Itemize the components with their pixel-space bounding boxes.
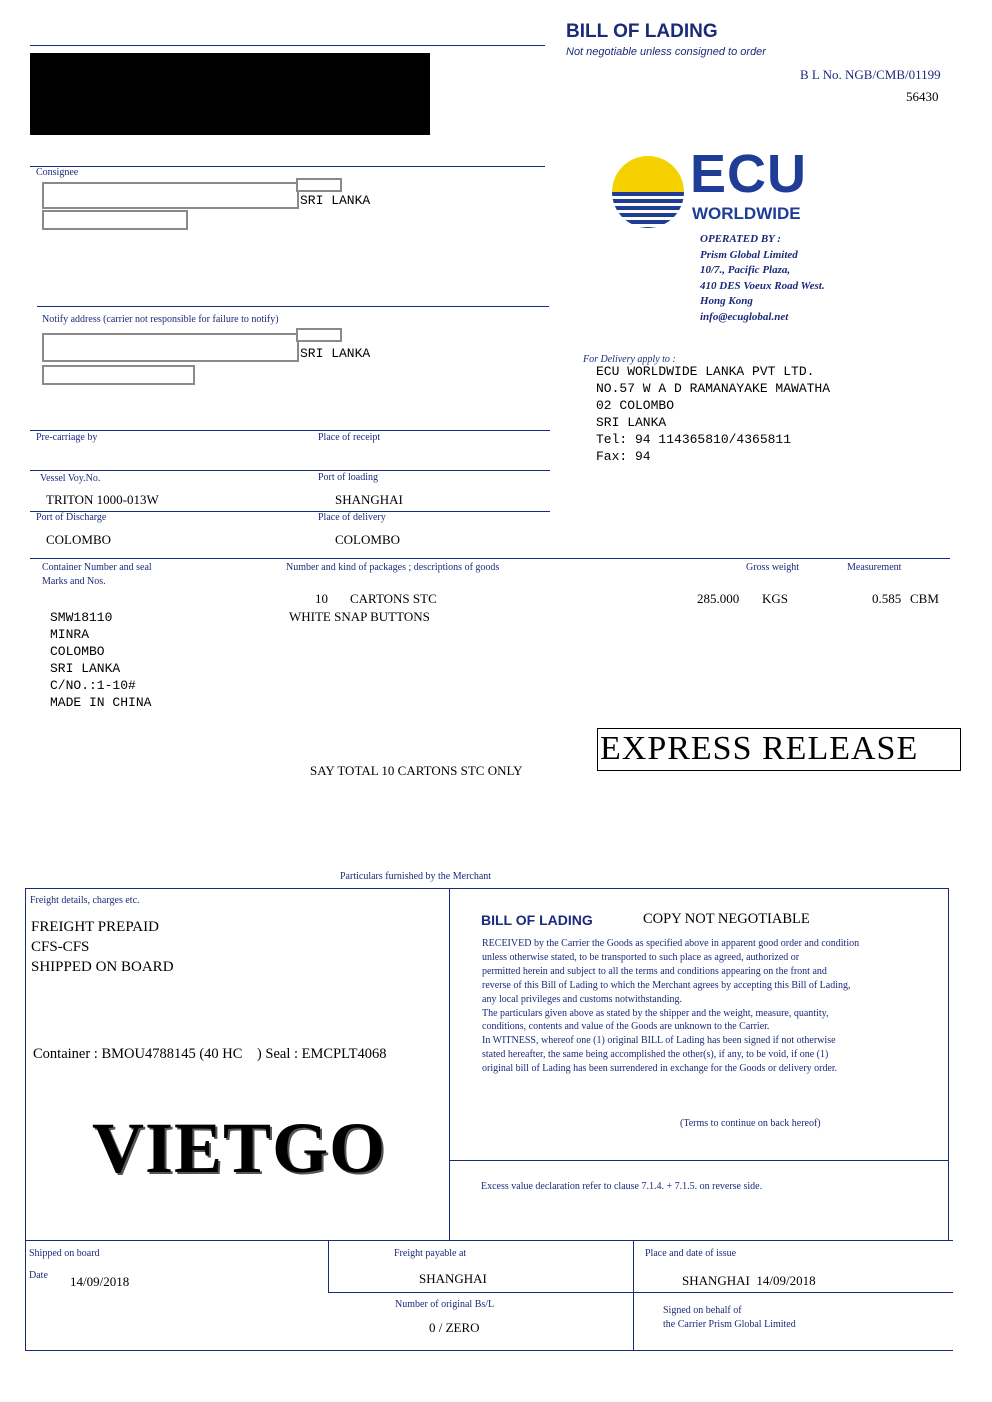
terms-line: reverse of this Bill of Lading to which the Merchant agrees by accepting this Bill of Lading, [482, 979, 851, 991]
say-total: SAY TOTAL 10 CARTONS STC ONLY [310, 763, 523, 778]
header-rule [30, 45, 545, 46]
marks-line: MINRA [50, 627, 90, 642]
terms-title: BILL OF LADING [481, 912, 593, 928]
lower-rule-middle [449, 888, 450, 1240]
footer-rule-top [25, 1240, 953, 1241]
operator-block [700, 232, 825, 326]
container-label: Container Number and seal [42, 562, 152, 573]
measurement-label: Measurement [847, 562, 902, 573]
operator-line: 410 DES Voeux Road West. [700, 279, 825, 292]
port-loading-label: Port of loading [318, 472, 378, 483]
notify-redacted-2 [296, 328, 342, 342]
delivery-agent-line: ECU WORLDWIDE LANKA PVT LTD. [596, 364, 815, 379]
originals-label: Number of original Bs/L [395, 1299, 495, 1310]
goods-rule [30, 558, 950, 559]
lower-rule-left [25, 888, 26, 1350]
package-count: 10 [315, 591, 328, 606]
terms-line: conditions, contents and value of the Goods are unknown to the Carrier. [482, 1021, 770, 1033]
operator-line: Hong Kong [700, 295, 753, 308]
consignee-redacted-1 [42, 182, 299, 209]
consignee-redacted-2 [296, 178, 342, 192]
lower-rule-top [25, 888, 948, 889]
terms-line: original bill of Lading has been surrendered in exchange for the Goods or delivery order. [482, 1063, 838, 1075]
delivery-agent-line: SRI LANKA [596, 415, 667, 430]
ecu-worldwide-logo [612, 144, 822, 232]
date-label: Date [29, 1270, 48, 1281]
marks-block [50, 609, 151, 711]
weight-unit: KGS [762, 591, 789, 606]
measure-unit: CBM [910, 591, 939, 606]
port-discharge-value: COLOMBO [46, 532, 112, 547]
freight-payable-label: Freight payable at [394, 1248, 467, 1259]
vessel-value: TRITON 1000-013W [46, 492, 159, 507]
notify-rule [37, 306, 549, 307]
freight-label: Freight details, charges etc. [30, 895, 140, 906]
issue-value: SHANGHAI 14/09/2018 [682, 1273, 816, 1288]
excess-value-note: Excess value declaration refer to clause 7.1.4. + 7.1.5. on reverse side. [481, 1181, 763, 1192]
footer-rule-bottom [25, 1350, 953, 1351]
logo-brand-top: ECU [690, 144, 808, 204]
packages-label: Number and kind of packages ; descriptions of goods [286, 562, 500, 573]
consignee-rule [30, 166, 545, 167]
bl-number-extra: 56430 [906, 89, 939, 104]
issue-label: Place and date of issue [645, 1248, 737, 1259]
pre-carriage-label: Pre-carriage by [36, 432, 98, 443]
marks-line: SMW18110 [50, 610, 113, 625]
bl-number [800, 67, 941, 83]
express-release-stamp [597, 728, 961, 771]
consignee-redacted-3 [42, 210, 188, 230]
marks-label: Marks and Nos. [42, 576, 106, 587]
express-release-text: EXPRESS RELEASE [600, 730, 919, 767]
notify-label: Notify address (carrier not responsible for failure to notify) [42, 314, 279, 325]
terms-line: unless otherwise stated, to be transported to such place as agreed, authorized or [482, 951, 800, 963]
marks-line: C/NO.:1-10# [50, 678, 136, 693]
freight-line: SHIPPED ON BOARD [31, 959, 174, 975]
lower-rule-right [948, 888, 949, 1240]
marks-line: SRI LANKA [50, 661, 121, 676]
marks-line: COLOMBO [50, 644, 105, 659]
operator-line: 10/7., Pacific Plaza, [700, 264, 791, 277]
freight-lines [31, 917, 174, 977]
port-loading-value: SHANGHAI [335, 492, 403, 507]
vessel-label: Vessel Voy.No. [40, 473, 101, 484]
logo-brand-bottom: WORLDWIDE [692, 204, 801, 223]
delivery-agent-block [596, 363, 830, 465]
routing-rule-2 [30, 470, 550, 471]
shipped-on-board-label: Shipped on board [29, 1248, 100, 1259]
terms-rule [449, 1160, 948, 1161]
terms-continue-note: (Terms to continue on back hereof) [680, 1118, 821, 1129]
bl-number-value: NGB/CMB/01199 [845, 67, 941, 82]
terms-line: any local privileges and customs notwithstanding. [482, 993, 682, 1005]
delivery-agent-line: Tel: 94 114365810/4365811 [596, 432, 792, 447]
port-discharge-label: Port of Discharge [36, 512, 107, 523]
footer-rule-mid [328, 1292, 953, 1293]
place-delivery-value: COLOMBO [335, 532, 401, 547]
document-subtitle: Not negotiable unless consigned to order [566, 46, 766, 58]
weight-value: 285.000 [697, 591, 740, 606]
terms-line: stated hereafter, the same being accomplished the other(s), if any, to be void, if one (1) [482, 1049, 829, 1061]
freight-line: FREIGHT PREPAID [31, 919, 159, 935]
date-value: 14/09/2018 [70, 1274, 130, 1289]
notify-redacted-1 [42, 333, 299, 362]
particulars-note: Particulars furnished by the Merchant [340, 871, 492, 882]
bl-number-label: B L No. [800, 67, 842, 82]
shipper-redacted-block [30, 53, 430, 135]
footer-rule-v2 [633, 1240, 634, 1350]
terms-paragraph [482, 937, 859, 1076]
routing-rule-3 [30, 511, 550, 512]
goods-description: WHITE SNAP BUTTONS [289, 609, 430, 624]
terms-line: RECEIVED by the Carrier the Goods as specified above in apparent good order and condition [482, 938, 860, 949]
signed-line-2: the Carrier Prism Global Limited [663, 1319, 796, 1330]
originals-value: 0 / ZERO [429, 1320, 480, 1335]
notify-redacted-3 [42, 365, 195, 385]
copy-not-negotiable: COPY NOT NEGOTIABLE [643, 911, 810, 927]
consignee-label: Consignee [36, 167, 79, 178]
freight-line: CFS-CFS [31, 939, 90, 955]
vietgo-watermark: VIETGO [92, 1108, 387, 1188]
place-of-receipt-label: Place of receipt [318, 432, 381, 443]
marks-line: MADE IN CHINA [50, 695, 152, 710]
operator-line: Prism Global Limited [700, 248, 798, 261]
gross-weight-label: Gross weight [746, 562, 800, 573]
sun-globe-icon [612, 152, 686, 232]
terms-line: permitted herein and subject to all the terms and conditions appearing on the front and [482, 965, 827, 977]
delivery-agent-label: For Delivery apply to : [583, 354, 676, 365]
operator-heading: OPERATED BY : [700, 233, 781, 245]
document-title: BILL OF LADING [566, 21, 718, 42]
notify-country: SRI LANKA [300, 346, 371, 361]
consignee-country: SRI LANKA [300, 193, 371, 208]
footer-rule-v1 [328, 1240, 329, 1292]
terms-line: The particulars given above as stated by the shipper and the weight, measure, quantity, [482, 1007, 829, 1019]
container-seal-line: Container : BMOU4788145 (40 HC ) Seal : EMCPLT4068 [33, 1046, 387, 1062]
signed-line-1: Signed on behalf of [663, 1305, 742, 1316]
routing-rule-1 [30, 430, 550, 431]
measure-value: 0.585 [872, 591, 902, 606]
terms-line: In WITNESS, whereof one (1) original BILL of Lading has been signed if not otherwise [482, 1035, 836, 1047]
package-kind: CARTONS STC [350, 591, 437, 606]
delivery-agent-line: 02 COLOMBO [596, 398, 675, 413]
operator-line: info@ecuglobal.net [700, 310, 789, 323]
place-delivery-label: Place of delivery [318, 512, 386, 523]
delivery-agent-line: NO.57 W A D RAMANAYAKE MAWATHA [596, 381, 831, 396]
freight-payable-value: SHANGHAI [419, 1271, 487, 1286]
delivery-agent-line: Fax: 94 [596, 449, 651, 464]
